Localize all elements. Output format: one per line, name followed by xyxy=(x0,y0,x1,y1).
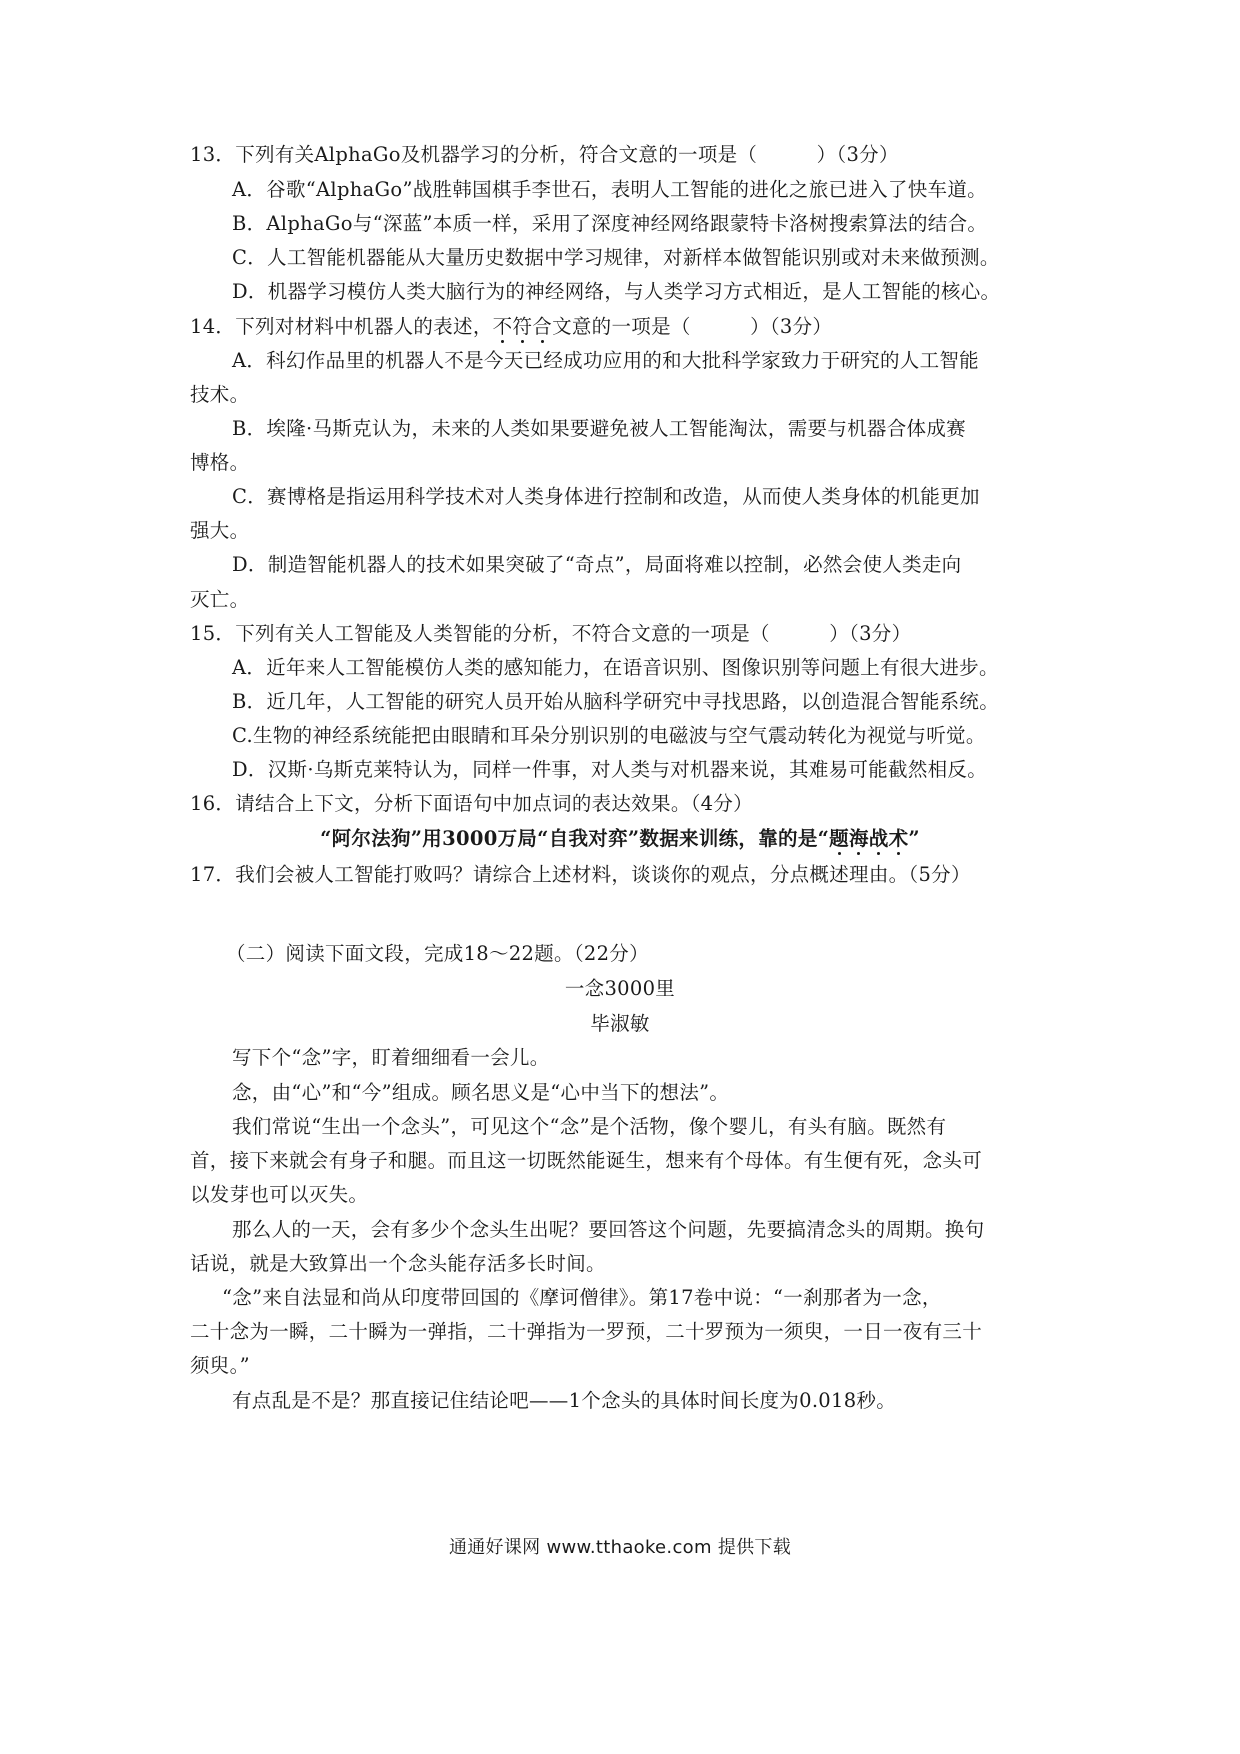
question-15-option-d: D．汉斯·乌斯克莱特认为，同样一件事，对人类与对机器来说，其难易可能截然相反。 xyxy=(232,758,988,781)
emphasis-dot-char: 战 xyxy=(868,827,889,850)
paragraph-1: 写下个“念”字，盯着细细看一会儿。 xyxy=(232,1046,550,1069)
page-footer: 通通好课网 www.tthaoke.com 提供下载 xyxy=(448,1537,792,1558)
question-13-option-d: D．机器学习模仿人类大脑行为的神经网络，与人类学习方式相近，是人工智能的核心。 xyxy=(232,280,1001,303)
question-13-stem: 13．下列有关AlphaGo及机器学习的分析，符合文意的一项是（ ）（3分） xyxy=(190,143,899,166)
section-2-heading: （二）阅读下面文段，完成18～22题。（22分） xyxy=(226,942,649,965)
paragraph-5-line2: 二十念为一瞬，二十瞬为一弹指，二十弹指为一罗预，二十罗预为一须臾，一日一夜有三十 xyxy=(190,1320,983,1343)
question-14-option-d-line2: 灭亡。 xyxy=(190,588,250,611)
question-16-quote-post: ” xyxy=(908,827,920,850)
question-15-stem: 15．下列有关人工智能及人类智能的分析，不符合文意的一项是（ ）（3分） xyxy=(190,622,912,645)
question-17-stem: 17．我们会被人工智能打败吗？请综合上述材料，谈谈你的观点，分点概述理由。（5分） xyxy=(190,863,971,886)
question-14-stem xyxy=(190,313,832,341)
emphasis-dot-char: 合 xyxy=(532,315,553,338)
paragraph-2: 念，由“心”和“今”组成。顾名思义是“心中当下的想法”。 xyxy=(232,1081,730,1104)
question-14-option-a-line2: 技术。 xyxy=(190,383,250,406)
question-16-quote xyxy=(0,825,1240,853)
question-13-option-a: A．谷歌“AlphaGo”战胜韩国棋手李世石，表明人工智能的进化之旅已进入了快车道。 xyxy=(232,178,987,201)
question-16-stem: 16．请结合上下文，分析下面语句中加点词的表达效果。（4分） xyxy=(190,792,753,815)
question-13-option-c: C．人工智能机器能从大量历史数据中学习规律，对新样本做智能识别或对未来做预测。 xyxy=(232,246,1000,269)
emphasis-dot-char: 术 xyxy=(888,827,909,850)
question-16-quote-pre: “阿尔法狗”用3000万局“自我对弈”数据来训练，靠的是“ xyxy=(320,827,830,850)
question-14-option-a-line1: A．科幻作品里的机器人不是今天已经成功应用的和大批科学家致力于研究的人工智能 xyxy=(232,349,979,372)
question-14-option-d-line1: D．制造智能机器人的技术如果突破了“奇点”，局面将难以控制，必然会使人类走向 xyxy=(232,553,962,576)
question-15-option-c: C.生物的神经系统能把由眼睛和耳朵分别识别的电磁波与空气震动转化为视觉与听觉。 xyxy=(232,724,986,747)
question-15-option-a: A．近年来人工智能模仿人类的感知能力，在语音识别、图像识别等问题上有很大进步。 xyxy=(232,656,999,679)
emphasis-dot-char: 符 xyxy=(512,315,533,338)
question-14-stem-post: 文意的一项是（ ）（3分） xyxy=(552,315,833,338)
paragraph-5-line3: 须臾。” xyxy=(190,1354,250,1377)
paragraph-4-line1: 那么人的一天，会有多少个念头生出呢？要回答这个问题，先要搞清念头的周期。换句 xyxy=(232,1218,985,1241)
emphasis-dot-char: 海 xyxy=(848,827,869,850)
question-14-stem-pre: 14．下列对材料中机器人的表述， xyxy=(190,315,493,338)
paragraph-3-line3: 以发芽也可以灭失。 xyxy=(190,1183,369,1206)
paragraph-3-line1: 我们常说“生出一个念头”，可见这个“念”是个活物，像个婴儿，有头有脑。既然有 xyxy=(232,1115,947,1138)
question-15-option-b: B．近几年，人工智能的研究人员开始从脑科学研究中寻找思路，以创造混合智能系统。 xyxy=(232,690,1000,713)
paragraph-3-line2: 首，接下来就会有身子和腿。而且这一切既然能诞生，想来有个母体。有生便有死，念头可 xyxy=(190,1149,983,1172)
paragraph-4-line2: 话说，就是大致算出一个念头能存活多长时间。 xyxy=(190,1252,606,1275)
emphasis-dot-char: 不 xyxy=(492,315,513,338)
emphasis-dot-char: 题 xyxy=(829,827,849,850)
article-title: 一念3000里 xyxy=(564,977,676,1000)
paragraph-5-line1: “念”来自法显和尚从印度带回国的《摩诃僧律》。第17卷中说：“一刹那者为一念， xyxy=(222,1286,942,1309)
question-14-option-c-line2: 强大。 xyxy=(190,519,250,542)
question-14-option-c-line1: C．赛博格是指运用科学技术对人类身体进行控制和改造，从而使人类身体的机能更加 xyxy=(232,485,980,508)
paragraph-6: 有点乱是不是？那直接记住结论吧——1个念头的具体时间长度为0.018秒。 xyxy=(232,1389,897,1412)
question-14-option-b-line2: 博格。 xyxy=(190,451,250,474)
article-author: 毕淑敏 xyxy=(590,1012,650,1035)
question-14-option-b-line1: B．埃隆·马斯克认为，未来的人类如果要避免被人工智能淘汰，需要与机器合体成赛 xyxy=(232,417,966,440)
question-13-option-b: B．AlphaGo与“深蓝”本质一样，采用了深度神经网络跟蒙特卡洛树搜索算法的结合。 xyxy=(232,212,988,235)
